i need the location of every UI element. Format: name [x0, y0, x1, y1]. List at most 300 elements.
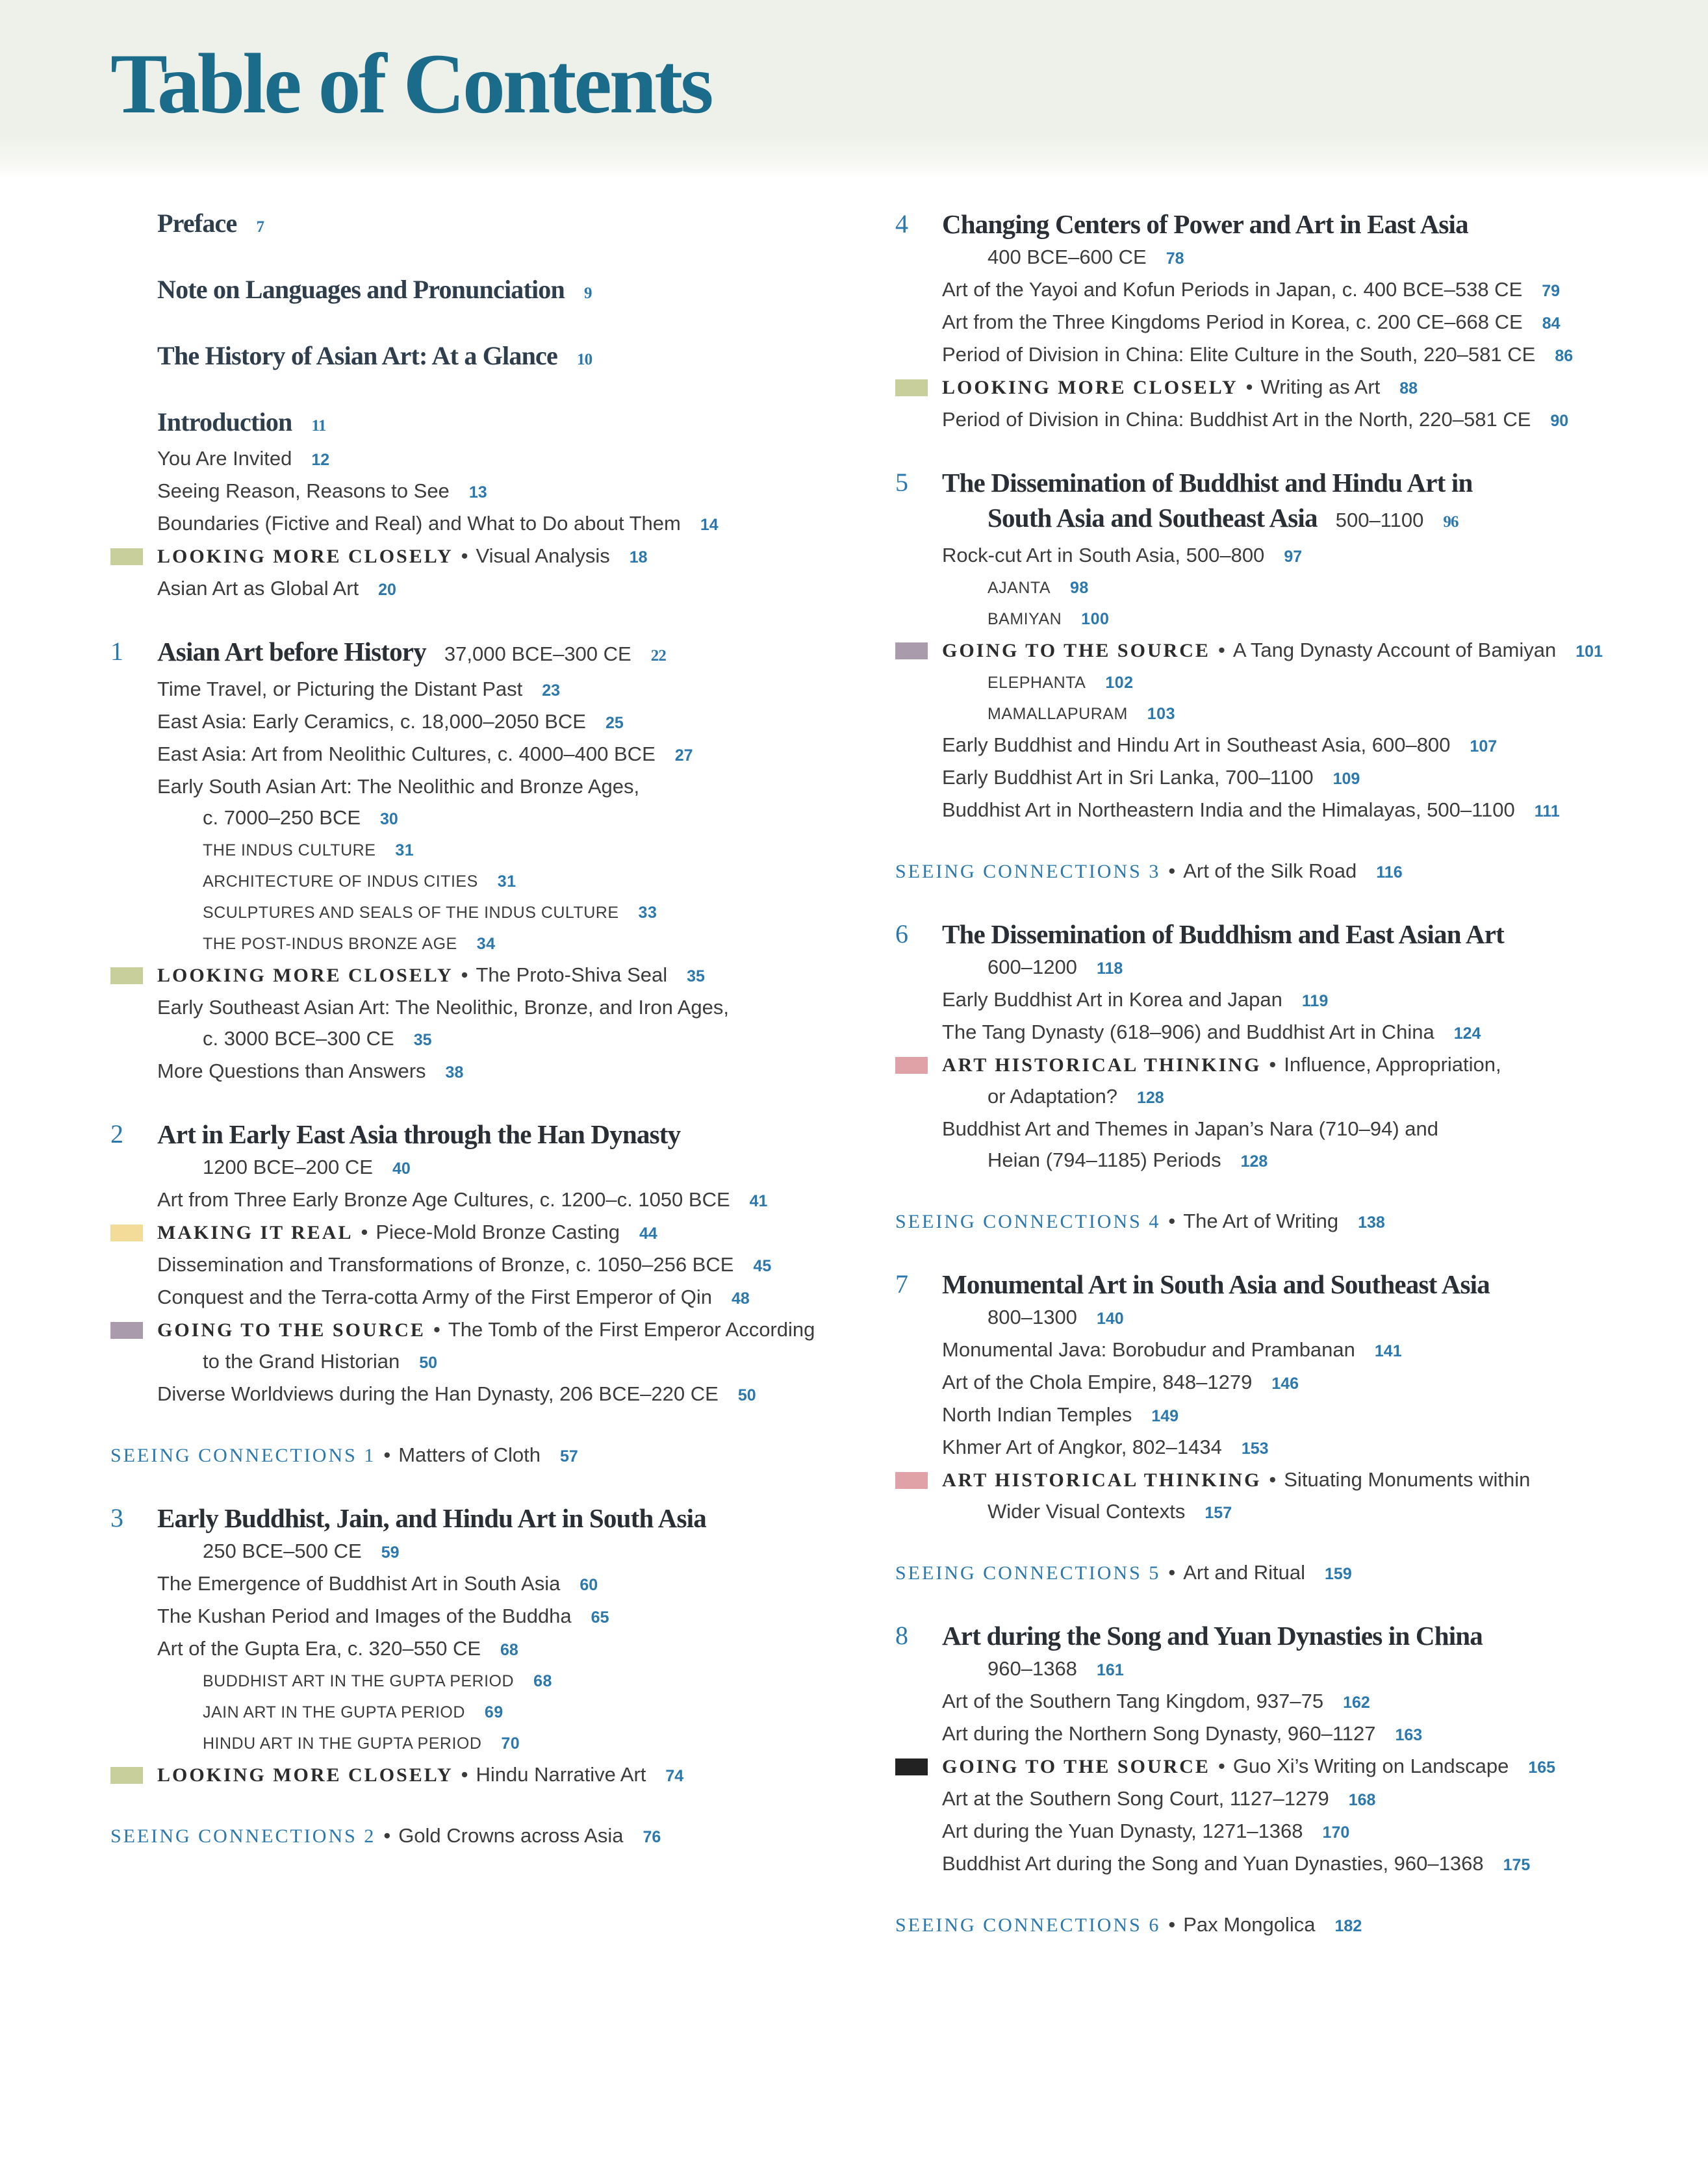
page-title: Table of Contents	[110, 36, 711, 131]
toc-entry[interactable]	[110, 573, 877, 605]
toc-entry[interactable]	[110, 992, 877, 1023]
page-number[interactable]: 162	[1343, 1694, 1370, 1712]
entry-title: Khmer Art of Angkor, 802–1434	[942, 1436, 1222, 1458]
toc-entry[interactable]	[895, 1718, 1694, 1751]
entry-title: Changing Centers of Power and Art in East Asia	[942, 209, 1468, 239]
page-number[interactable]: 170	[1322, 1823, 1350, 1842]
page-number[interactable]: 7	[256, 218, 264, 236]
entry-title: Introduction	[157, 407, 292, 437]
toc-entry[interactable]	[895, 339, 1694, 372]
entry-title: Monumental Art in South Asia and Southeast Asia	[942, 1269, 1490, 1299]
page-number[interactable]: 168	[1348, 1791, 1376, 1809]
toc-entry[interactable]	[110, 771, 877, 802]
chapter-heading[interactable]	[895, 207, 1694, 242]
entry-title: MAMALLAPURAM	[988, 705, 1128, 723]
feature-box-entry[interactable]	[110, 540, 877, 573]
toc-entry[interactable]	[895, 730, 1694, 762]
entry-title: The Dissemination of Buddhism and East Asian Art	[942, 919, 1504, 949]
entry-title: Influence, Appropriation,	[1284, 1053, 1501, 1076]
page-number[interactable]: 14	[700, 516, 719, 534]
chapter-heading[interactable]	[895, 1267, 1694, 1302]
toc-subentry[interactable]	[110, 1666, 877, 1697]
entry-title: SCULPTURES AND SEALS OF THE INDUS CULTURE	[203, 904, 619, 922]
entry-title: Art of the Chola Empire, 848–1279	[942, 1371, 1253, 1393]
page-number[interactable]: 98	[1070, 579, 1089, 597]
entry-title: Writing as Art	[1260, 375, 1381, 398]
toc-entry[interactable]	[895, 984, 1694, 1017]
page-number[interactable]: 88	[1399, 379, 1418, 398]
page-number[interactable]: 45	[753, 1257, 772, 1275]
entry-title: THE POST-INDUS BRONZE AGE	[203, 935, 457, 953]
toc-entry[interactable]	[110, 1282, 877, 1314]
entry-title: Asian Art before History	[157, 637, 426, 667]
entry-title: East Asia: Art from Neolithic Cultures, c. 4000–400 BCE	[157, 743, 656, 765]
chapter-dates: 37,000 BCE–300 CE	[444, 642, 631, 665]
toc-subentry[interactable]	[895, 667, 1694, 698]
page-number[interactable]: 175	[1503, 1856, 1531, 1874]
feature-color-swatch	[110, 1225, 143, 1241]
bullet-separator: •	[1269, 1053, 1277, 1076]
toc-entry-continued[interactable]	[895, 1081, 1694, 1113]
entry-title: East Asia: Early Ceramics, c. 18,000–2050 BCE	[157, 710, 586, 733]
page-number[interactable]: 48	[732, 1289, 750, 1308]
page-number[interactable]: 96	[1443, 513, 1459, 531]
entry-title: Boundaries (Fictive and Real) and What to Do about Them	[157, 512, 681, 535]
page-number[interactable]: 165	[1528, 1759, 1556, 1777]
page-number[interactable]: 27	[674, 746, 693, 765]
page-number[interactable]: 68	[500, 1641, 518, 1659]
entry-title: The Tomb of the First Emperor According	[448, 1318, 815, 1341]
entry-title: Time Travel, or Picturing the Distant Past	[157, 678, 523, 700]
entry-title: The History of Asian Art: At a Glance	[157, 341, 557, 370]
toc-entry[interactable]	[895, 1686, 1694, 1718]
toc-entry[interactable]	[110, 1601, 877, 1633]
page-number[interactable]: 40	[392, 1160, 411, 1178]
feature-box-entry[interactable]	[895, 1751, 1694, 1783]
page-number[interactable]: 101	[1575, 642, 1603, 661]
entry-title: 800–1300	[988, 1306, 1077, 1328]
page-number[interactable]: 78	[1166, 249, 1184, 268]
toc-entry[interactable]	[110, 508, 877, 540]
entry-title: Note on Languages and Pronunciation	[157, 275, 565, 304]
bullet-separator: •	[383, 1824, 391, 1847]
page-number[interactable]: 109	[1332, 770, 1360, 788]
entry-title: c. 7000–250 BCE	[203, 806, 361, 829]
toc-left-column	[110, 207, 877, 1853]
feature-label: LOOKING MORE CLOSELY	[157, 1764, 453, 1786]
seeing-connections-entry[interactable]	[895, 1206, 1694, 1238]
entry-title: North Indian Temples	[942, 1403, 1132, 1426]
entry-title: 1200 BCE–200 CE	[203, 1156, 373, 1178]
entry-title: JAIN ART IN THE GUPTA PERIOD	[203, 1703, 465, 1721]
toc-entry[interactable]	[110, 1568, 877, 1601]
seeing-connections-entry[interactable]	[895, 1909, 1694, 1942]
entry-title: The Emergence of Buddhist Art in South Asia	[157, 1572, 561, 1595]
feature-box-entry[interactable]	[895, 372, 1694, 404]
chapter-number: 4	[895, 209, 908, 238]
chapter-date-line[interactable]	[895, 1653, 1694, 1686]
entry-title: Early South Asian Art: The Neolithic and Bronze Ages,	[157, 775, 640, 798]
page-number[interactable]: 35	[687, 967, 705, 985]
chapter-date-line[interactable]	[895, 242, 1694, 274]
page-number[interactable]: 69	[484, 1703, 503, 1721]
toc-subentry[interactable]	[110, 866, 877, 897]
entry-title: HINDU ART IN THE GUPTA PERIOD	[203, 1734, 482, 1753]
page-number[interactable]: 161	[1096, 1661, 1124, 1679]
toc-section	[895, 1557, 1694, 1590]
toc-entry[interactable]	[110, 1056, 877, 1088]
front-matter-entry[interactable]	[110, 339, 877, 377]
feature-box-entry[interactable]	[110, 1759, 877, 1792]
page-number[interactable]: 84	[1542, 314, 1561, 333]
page-number[interactable]: 141	[1374, 1342, 1402, 1360]
entry-title: Buddhist Art in Northeastern India and the Himalayas, 500–1100	[942, 798, 1515, 821]
page-number[interactable]: 10	[576, 351, 593, 368]
entry-title: Matters of Cloth	[398, 1443, 541, 1466]
page-number[interactable]: 68	[533, 1672, 552, 1690]
page-number[interactable]: 50	[737, 1386, 756, 1404]
toc-entry[interactable]	[895, 1113, 1694, 1145]
page-number[interactable]: 79	[1542, 282, 1561, 300]
page-number[interactable]: 11	[311, 417, 326, 435]
toc-entry[interactable]	[110, 1378, 877, 1411]
page-number[interactable]: 76	[643, 1828, 661, 1846]
page-number[interactable]: 9	[583, 285, 592, 302]
feature-color-swatch	[895, 379, 928, 396]
toc-subentry[interactable]	[110, 897, 877, 928]
page-number[interactable]: 22	[650, 647, 667, 665]
page-number[interactable]: 153	[1241, 1440, 1269, 1458]
chapter-heading-continued[interactable]	[895, 500, 1694, 540]
page-number[interactable]: 100	[1081, 610, 1110, 628]
entry-title: South Asia and Southeast Asia	[988, 503, 1318, 533]
bullet-separator: •	[461, 544, 468, 567]
entry-title: Art during the Song and Yuan Dynasties in China	[942, 1621, 1483, 1651]
feature-label: SEEING CONNECTIONS 2	[110, 1825, 376, 1847]
toc-entry[interactable]	[110, 1249, 877, 1282]
chapter-date-line[interactable]	[895, 1302, 1694, 1334]
chapter-number: 8	[895, 1621, 908, 1650]
page-number[interactable]: 60	[580, 1576, 598, 1594]
toc-section	[110, 634, 877, 1088]
chapter-heading[interactable]	[895, 917, 1694, 952]
seeing-connections-entry[interactable]	[110, 1820, 877, 1853]
page-number[interactable]: 163	[1395, 1726, 1423, 1744]
page-number[interactable]: 31	[497, 872, 516, 891]
page-number[interactable]: 103	[1147, 705, 1175, 723]
page-number[interactable]: 140	[1096, 1310, 1124, 1328]
feature-label: SEEING CONNECTIONS 4	[895, 1211, 1161, 1232]
toc-entry[interactable]	[895, 1848, 1694, 1881]
entry-title: Heian (794–1185) Periods	[988, 1149, 1221, 1171]
entry-title: Period of Division in China: Elite Culture in the South, 220–581 CE	[942, 343, 1536, 366]
toc-entry[interactable]	[110, 674, 877, 706]
bullet-separator: •	[1168, 1561, 1176, 1584]
entry-title: Wider Visual Contexts	[988, 1500, 1186, 1523]
feature-label: ART HISTORICAL THINKING	[942, 1054, 1262, 1076]
page-number[interactable]: 25	[605, 714, 624, 732]
feature-label: ART HISTORICAL THINKING	[942, 1469, 1262, 1491]
entry-title: Art during the Yuan Dynasty, 1271–1368	[942, 1820, 1303, 1842]
toc-entry-continued[interactable]	[895, 1496, 1694, 1529]
toc-subentry[interactable]	[110, 1697, 877, 1728]
toc-entry[interactable]	[895, 1017, 1694, 1049]
toc-entry[interactable]	[110, 443, 877, 476]
feature-box-entry[interactable]	[110, 1217, 877, 1249]
toc-entry[interactable]	[895, 1783, 1694, 1816]
entry-title: AJANTA	[988, 579, 1051, 597]
entry-title: Art of the Southern Tang Kingdom, 937–75	[942, 1690, 1324, 1712]
toc-entry[interactable]	[110, 739, 877, 771]
chapter-heading[interactable]	[110, 634, 877, 674]
feature-box-entry[interactable]	[895, 1464, 1694, 1496]
toc-section	[110, 1501, 877, 1792]
toc-entry-continued[interactable]	[895, 1145, 1694, 1177]
entry-title: The Art of Writing	[1183, 1210, 1339, 1232]
toc-entry[interactable]	[895, 1816, 1694, 1848]
toc-entry[interactable]	[110, 1184, 877, 1217]
feature-box-entry[interactable]	[895, 635, 1694, 667]
entry-title: Art of the Gupta Era, c. 320–550 CE	[157, 1637, 481, 1660]
entry-title: More Questions than Answers	[157, 1060, 426, 1082]
chapter-date-line[interactable]	[110, 1152, 877, 1184]
page-number[interactable]: 146	[1271, 1375, 1299, 1393]
entry-title: 960–1368	[988, 1657, 1077, 1680]
toc-entry[interactable]	[895, 274, 1694, 307]
entry-title: Art of the Yayoi and Kofun Periods in Japan, c. 400 BCE–538 CE	[942, 278, 1523, 301]
toc-entry[interactable]	[895, 540, 1694, 572]
toc-entry-continued[interactable]	[110, 1346, 877, 1378]
entry-title: THE INDUS CULTURE	[203, 841, 376, 859]
page-number[interactable]: 35	[413, 1031, 432, 1049]
page-number[interactable]: 149	[1151, 1407, 1179, 1425]
page-number[interactable]: 182	[1334, 1917, 1362, 1935]
toc-right-column	[895, 207, 1694, 1942]
entry-title: BUDDHIST ART IN THE GUPTA PERIOD	[203, 1672, 515, 1690]
page-number[interactable]: 18	[629, 548, 648, 566]
page-number[interactable]: 138	[1358, 1213, 1385, 1232]
feature-label: LOOKING MORE CLOSELY	[157, 965, 453, 986]
page-number[interactable]: 12	[311, 451, 330, 469]
seeing-connections-entry[interactable]	[895, 1557, 1694, 1590]
page-number[interactable]: 20	[378, 581, 396, 599]
chapter-number: 7	[895, 1269, 908, 1299]
feature-label: GOING TO THE SOURCE	[942, 1756, 1210, 1777]
page-number[interactable]: 23	[542, 681, 561, 700]
toc-section	[895, 465, 1694, 827]
entry-title: 400 BCE–600 CE	[988, 246, 1147, 268]
feature-label: MAKING IT REAL	[157, 1222, 353, 1243]
chapter-heading[interactable]	[110, 1117, 877, 1152]
feature-label: SEEING CONNECTIONS 5	[895, 1562, 1161, 1584]
entry-title: Diverse Worldviews during the Han Dynasty, 206 BCE–220 CE	[157, 1382, 719, 1405]
page-number[interactable]: 57	[560, 1447, 578, 1466]
front-matter-entry[interactable]	[110, 207, 877, 244]
entry-title: Art from the Three Kingdoms Period in Korea, c. 200 CE–668 CE	[942, 311, 1523, 333]
chapter-number: 3	[110, 1503, 123, 1532]
chapter-heading[interactable]	[110, 1501, 877, 1536]
toc-subentry[interactable]	[895, 698, 1694, 730]
page-number[interactable]: 111	[1534, 802, 1560, 820]
chapter-dates: 500–1100	[1335, 509, 1424, 531]
toc-section	[110, 1440, 877, 1472]
page-number[interactable]: 119	[1301, 992, 1329, 1010]
toc-entry-continued[interactable]	[110, 802, 877, 835]
feature-color-swatch	[895, 1472, 928, 1489]
entry-title: c. 3000 BCE–300 CE	[203, 1027, 394, 1050]
toc-section	[110, 1820, 877, 1853]
feature-label: LOOKING MORE CLOSELY	[942, 377, 1238, 398]
page-number[interactable]: 90	[1550, 412, 1569, 430]
toc-entry[interactable]	[895, 1399, 1694, 1432]
page-number[interactable]: 128	[1136, 1089, 1164, 1107]
bullet-separator: •	[1217, 1755, 1225, 1777]
entry-title: A Tang Dynasty Account of Bamiyan	[1232, 639, 1557, 661]
entry-title: ELEPHANTA	[988, 674, 1086, 692]
bullet-separator: •	[1168, 1913, 1176, 1936]
toc-subentry[interactable]	[110, 1728, 877, 1759]
toc-section	[895, 856, 1694, 888]
entry-title: Art from Three Early Bronze Age Cultures, c. 1200–c. 1050 BCE	[157, 1188, 730, 1211]
feature-color-swatch	[110, 967, 143, 984]
toc-subentry[interactable]	[110, 835, 877, 866]
entry-title: The Tang Dynasty (618–906) and Buddhist Art in China	[942, 1021, 1434, 1043]
feature-color-swatch	[895, 1057, 928, 1074]
entry-title: Guo Xi’s Writing on Landscape	[1232, 1755, 1509, 1777]
chapter-number: 6	[895, 919, 908, 948]
page-number[interactable]: 13	[468, 483, 487, 502]
page-number[interactable]: 107	[1470, 737, 1498, 756]
toc-subentry[interactable]	[895, 572, 1694, 603]
front-matter-entry[interactable]	[110, 273, 877, 311]
page-number[interactable]: 38	[445, 1063, 464, 1082]
bullet-separator: •	[461, 1763, 468, 1786]
page-number[interactable]: 33	[638, 904, 657, 922]
entry-title: The Proto-Shiva Seal	[476, 963, 668, 986]
seeing-connections-entry[interactable]	[110, 1440, 877, 1472]
toc-subentry[interactable]	[110, 928, 877, 959]
toc-entry[interactable]	[895, 1334, 1694, 1367]
page-number[interactable]: 157	[1205, 1504, 1232, 1522]
chapter-number: 2	[110, 1119, 123, 1149]
bullet-separator: •	[361, 1221, 368, 1243]
entry-title: The Dissemination of Buddhist and Hindu Art in	[942, 468, 1473, 498]
toc-section	[895, 207, 1694, 437]
toc-entry[interactable]	[110, 706, 877, 739]
toc-section	[110, 1117, 877, 1411]
page-number[interactable]: 118	[1096, 959, 1123, 978]
toc-section	[895, 1267, 1694, 1529]
bullet-separator: •	[383, 1443, 391, 1466]
entry-title: Early Buddhist, Jain, and Hindu Art in South Asia	[157, 1503, 706, 1533]
entry-title: or Adaptation?	[988, 1085, 1117, 1108]
page-number[interactable]: 41	[749, 1192, 768, 1210]
page-number[interactable]: 86	[1555, 347, 1574, 365]
page-number[interactable]: 44	[639, 1225, 657, 1243]
chapter-date-line[interactable]	[110, 1536, 877, 1568]
page-number[interactable]: 31	[395, 841, 414, 859]
bullet-separator: •	[1168, 859, 1176, 882]
feature-box-entry[interactable]	[110, 959, 877, 992]
entry-title: Preface	[157, 209, 237, 238]
entry-title: Early Buddhist Art in Sri Lanka, 700–1100	[942, 766, 1314, 789]
page-number[interactable]: 159	[1325, 1565, 1352, 1583]
chapter-number: 5	[895, 468, 908, 497]
bullet-separator: •	[1168, 1210, 1176, 1232]
chapter-number: 1	[110, 637, 123, 666]
toc-section	[110, 273, 877, 311]
page-number[interactable]: 65	[591, 1608, 609, 1627]
bullet-separator: •	[1245, 375, 1253, 398]
bullet-separator: •	[433, 1318, 440, 1341]
feature-color-swatch	[110, 1767, 143, 1784]
toc-entry[interactable]	[895, 1432, 1694, 1464]
page-number[interactable]: 70	[501, 1734, 520, 1753]
entry-title: Early Southeast Asian Art: The Neolithic, Bronze, and Iron Ages,	[157, 996, 729, 1019]
toc-section	[110, 339, 877, 377]
entry-title: You Are Invited	[157, 447, 292, 470]
toc-entry[interactable]	[895, 404, 1694, 437]
toc-section	[110, 207, 877, 244]
toc-entry[interactable]	[895, 307, 1694, 339]
toc-entry[interactable]	[895, 794, 1694, 827]
page-number[interactable]: 102	[1105, 674, 1134, 692]
toc-section	[895, 1206, 1694, 1238]
bullet-separator: •	[1217, 639, 1225, 661]
page-number[interactable]: 74	[665, 1767, 684, 1785]
chapter-date-line[interactable]	[895, 952, 1694, 984]
feature-label: SEEING CONNECTIONS 1	[110, 1445, 376, 1466]
page-number[interactable]: 30	[380, 810, 398, 828]
page-number[interactable]: 128	[1240, 1152, 1268, 1171]
feature-label: SEEING CONNECTIONS 3	[895, 861, 1161, 882]
entry-title: Art of the Silk Road	[1183, 859, 1357, 882]
entry-title: Seeing Reason, Reasons to See	[157, 479, 450, 502]
entry-title: Buddhist Art during the Song and Yuan Dynasties, 960–1368	[942, 1852, 1484, 1875]
entry-title: Asian Art as Global Art	[157, 577, 359, 600]
page-number[interactable]: 124	[1453, 1024, 1481, 1043]
toc-entry[interactable]	[110, 1633, 877, 1666]
chapter-heading[interactable]	[895, 1618, 1694, 1653]
toc-entry[interactable]	[895, 1367, 1694, 1399]
page-number[interactable]: 50	[419, 1354, 438, 1372]
front-matter-entry[interactable]	[110, 405, 877, 443]
entry-title: The Kushan Period and Images of the Buddha	[157, 1605, 572, 1627]
toc-section	[110, 405, 877, 605]
toc-entry-continued[interactable]	[110, 1023, 877, 1056]
entry-title: Period of Division in China: Buddhist Art in the North, 220–581 CE	[942, 408, 1531, 431]
chapter-heading[interactable]	[895, 465, 1694, 500]
feature-box-entry[interactable]	[895, 1049, 1694, 1081]
feature-box-entry[interactable]	[110, 1314, 877, 1346]
entry-title: Hindu Narrative Art	[476, 1763, 646, 1786]
page-number[interactable]: 34	[476, 935, 496, 953]
entry-title: Visual Analysis	[476, 544, 610, 567]
toc-entry[interactable]	[110, 476, 877, 508]
entry-title: Dissemination and Transformations of Bronze, c. 1050–256 BCE	[157, 1253, 734, 1276]
toc-entry[interactable]	[895, 762, 1694, 794]
toc-subentry[interactable]	[895, 603, 1694, 635]
page-number[interactable]: 59	[381, 1543, 400, 1562]
entry-title: Gold Crowns across Asia	[398, 1824, 624, 1847]
entry-title: Early Buddhist Art in Korea and Japan	[942, 988, 1282, 1011]
feature-color-swatch	[895, 642, 928, 659]
entry-title: Art during the Northern Song Dynasty, 960–1127	[942, 1722, 1376, 1745]
page-number[interactable]: 116	[1376, 863, 1403, 882]
page-number[interactable]: 97	[1284, 548, 1303, 566]
seeing-connections-entry[interactable]	[895, 856, 1694, 888]
feature-color-swatch	[110, 548, 143, 565]
